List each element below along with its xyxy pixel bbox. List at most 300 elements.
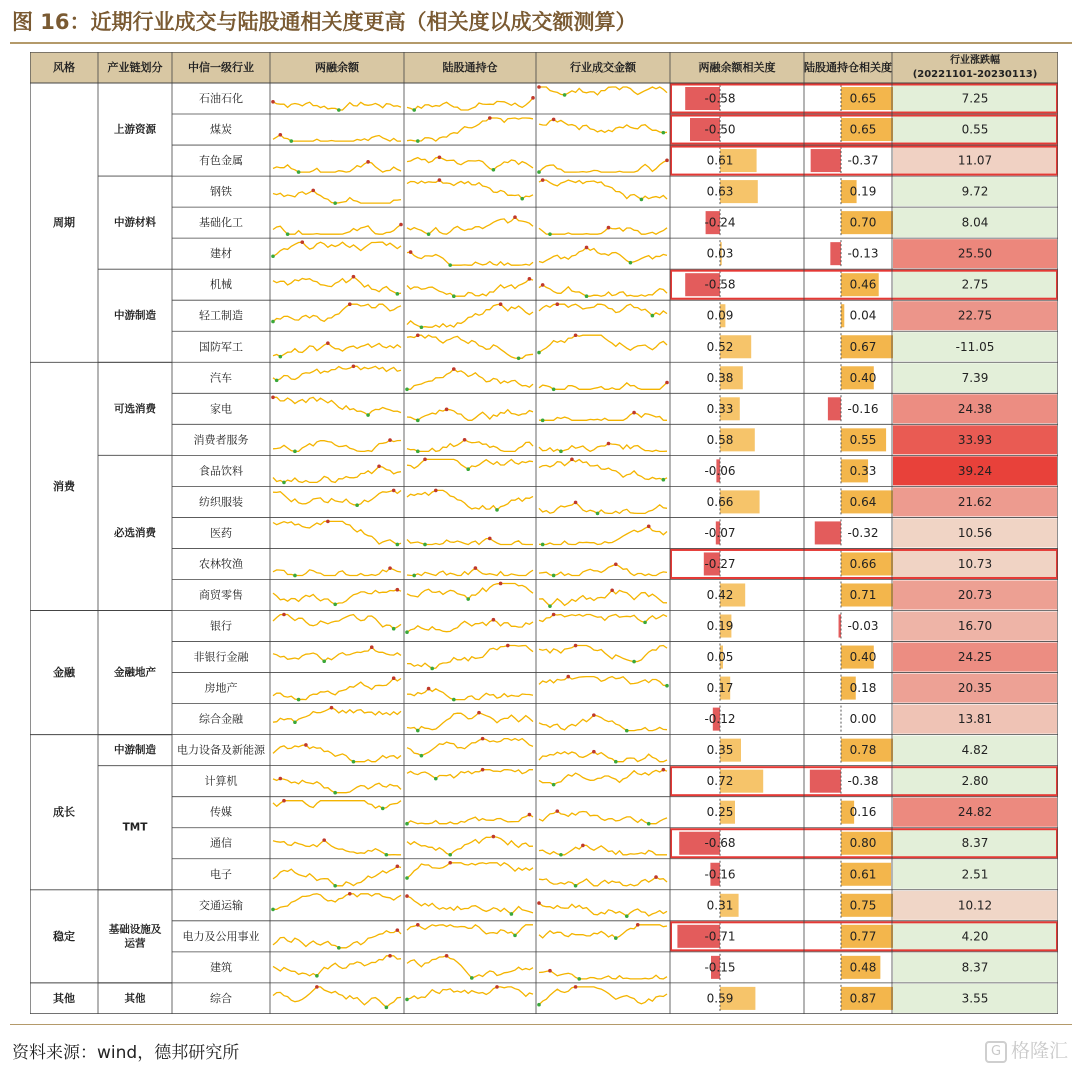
margin-balance-sparkline-low-dot [396,292,400,296]
margin-balance-sparkline [273,304,401,321]
column-header: 行业成交金额 [570,61,636,74]
margin-balance-sparkline [273,490,401,505]
change-value: 7.25 [961,91,989,106]
turnover-sparkline [539,119,667,132]
industry-label: 农林牧渔 [199,557,243,571]
hk-corr-value: 0.78 [849,743,877,758]
column-header: 陆股通持仓 [442,61,498,74]
industry-label: 石油石化 [199,92,243,106]
margin-corr-value: 0.17 [706,681,734,696]
turnover-sparkline [539,903,667,916]
margin-corr-value: 0.59 [706,991,734,1006]
margin-balance-sparkline-low-dot [366,413,370,417]
margin-balance-sparkline-low-dot [352,760,356,764]
hk-corr-value: 0.04 [849,308,877,323]
hk-corr-value: 0.65 [849,122,877,137]
turnover-sparkline [539,564,667,575]
margin-corr-value: 0.05 [706,650,734,665]
turnover-sparkline-low-dot [574,884,578,888]
turnover-sparkline-low-dot [614,936,618,940]
hk-holding-sparkline-low-dot [420,325,424,329]
turnover-sparkline-low-dot [559,853,563,857]
turnover-sparkline-low-dot [559,450,563,454]
hk-corr-value: 0.67 [849,339,877,354]
turnover-sparkline-low-dot [563,93,567,97]
industry-label: 钢铁 [210,185,232,199]
margin-balance-sparkline-high-dot [388,954,392,958]
hk-corr-value: 0.75 [849,898,877,913]
margin-balance-sparkline-low-dot [282,481,286,485]
turnover-sparkline-low-dot [548,604,552,608]
hk-holding-sparkline-high-dot [481,737,485,741]
margin-balance-sparkline [273,440,401,451]
change-value: 33.93 [957,432,993,447]
industry-label: 建材 [210,247,232,261]
change-value: 8.04 [961,215,989,230]
industry-label: 基础化工 [199,216,243,230]
hk-holding-sparkline [407,409,533,420]
margin-balance-sparkline-high-dot [315,985,319,989]
margin-balance-sparkline [273,615,401,629]
change-value: 39.24 [957,463,993,478]
hk-holding-sparkline [407,369,533,389]
margin-balance-sparkline-high-dot [352,364,356,368]
turnover-sparkline-high-dot [555,809,559,813]
change-value: 20.73 [957,587,993,602]
turnover-sparkline-low-dot [537,170,541,174]
margin-balance-sparkline-high-dot [348,302,352,306]
turnover-sparkline [539,987,667,1005]
turnover-sparkline [539,877,667,886]
margin-balance-sparkline-low-dot [293,450,297,454]
turnover-sparkline [539,502,667,513]
change-value: 13.81 [957,712,993,727]
turnover-sparkline [539,925,667,938]
chain-label: 金融地产 [114,666,156,679]
margin-corr-value: 0.33 [706,401,734,416]
change-value: 3.55 [961,991,989,1006]
hk-holding-sparkline-high-dot [506,644,510,648]
turnover-sparkline-low-dot [643,621,647,625]
margin-balance-sparkline-low-dot [279,355,283,359]
hk-corr-bar [810,770,841,793]
margin-corr-value: -0.58 [704,91,736,106]
margin-balance-sparkline-low-dot [289,139,293,143]
margin-corr-value: -0.68 [704,836,736,851]
margin-balance-sparkline-high-dot [348,892,352,896]
chain-label: 必选消费 [114,526,156,539]
margin-corr-value: -0.50 [704,122,736,137]
margin-corr-value: 0.63 [706,184,734,199]
turnover-sparkline-low-dot [552,388,556,392]
turnover-sparkline [539,285,667,296]
hk-holding-sparkline-low-dot [448,263,452,267]
change-value: 10.56 [957,525,993,540]
turnover-sparkline-high-dot [662,768,666,772]
margin-corr-value: -0.27 [704,556,736,571]
margin-balance-sparkline-high-dot [392,489,396,493]
margin-balance-sparkline-high-dot [271,396,275,400]
margin-corr-value: 0.61 [706,153,734,168]
turnover-sparkline [539,87,667,95]
margin-balance-sparkline-high-dot [370,645,374,649]
column-header: 两融余额 [315,61,359,74]
turnover-sparkline-low-dot [640,198,644,202]
turnover-sparkline-low-dot [537,351,541,355]
watermark-logo-icon: G [985,1041,1007,1063]
hk-holding-sparkline-low-dot [495,508,499,512]
turnover-sparkline-low-dot [548,232,552,236]
turnover-sparkline-low-dot [577,977,581,981]
margin-balance-sparkline [273,277,401,294]
industry-label: 综合 [210,991,232,1005]
margin-balance-sparkline [273,894,401,910]
turnover-sparkline-high-dot [665,159,669,163]
hk-holding-sparkline [407,815,533,824]
column-header: 风格 [53,61,75,74]
margin-balance-sparkline [273,162,401,172]
change-value: 2.80 [961,774,989,789]
hk-corr-value: -0.13 [847,246,879,261]
hk-holding-sparkline [407,896,533,914]
industry-label: 银行 [210,619,232,633]
margin-balance-sparkline-low-dot [385,1006,389,1010]
turnover-sparkline [539,304,667,315]
margin-corr-value: 0.03 [706,246,734,261]
margin-balance-sparkline-high-dot [396,588,400,592]
column-header: 行业涨跌幅 [950,55,1000,66]
hk-holding-sparkline-high-dot [438,178,442,182]
hk-holding-sparkline [407,956,533,978]
hk-holding-sparkline [407,180,533,199]
industry-label: 交通运输 [199,898,243,912]
hk-corr-value: 0.16 [849,805,877,820]
chain-label: 中游材料 [114,216,156,229]
industry-label: 商贸零售 [199,588,243,602]
hk-corr-value: 0.61 [849,867,877,882]
margin-balance-sparkline [273,930,401,948]
margin-balance-sparkline [273,840,401,855]
hk-holding-sparkline-high-dot [427,687,431,691]
hk-holding-sparkline-high-dot [531,96,535,100]
style-label: 其他 [53,991,75,1005]
margin-balance-sparkline [273,708,401,723]
change-value: 24.38 [957,401,993,416]
change-value: 16.70 [957,619,993,634]
hk-holding-sparkline-low-dot [420,754,424,758]
chain-label-cont: 运营 [124,937,146,950]
margin-balance-sparkline-high-dot [311,189,315,193]
industry-label: 汽车 [210,371,232,385]
turnover-sparkline [539,677,667,686]
turnover-sparkline-low-dot [541,543,545,547]
turnover-sparkline [539,526,667,544]
hk-corr-value: 0.65 [849,91,877,106]
industry-label: 食品饮料 [199,464,243,478]
turnover-sparkline-low-dot [632,660,636,664]
industry-label: 有色金属 [199,154,243,168]
margin-balance-sparkline-low-dot [385,853,389,857]
hk-holding-sparkline-high-dot [513,215,517,219]
margin-balance-sparkline-high-dot [326,520,330,524]
hk-holding-sparkline-high-dot [499,582,503,586]
watermark [985,1036,1068,1063]
hk-holding-sparkline [407,620,533,633]
hk-holding-sparkline-low-dot [448,853,452,857]
margin-corr-value: -0.07 [704,525,736,540]
margin-balance-sparkline [273,745,401,762]
hk-holding-sparkline [407,217,533,234]
hk-holding-sparkline-high-dot [423,458,427,462]
margin-corr-value: -0.16 [704,867,736,882]
style-label: 周期 [53,216,75,230]
hk-holding-sparkline-low-dot [513,934,517,938]
column-header: 陆股通持仓相关度 [804,61,892,74]
margin-corr-value: 0.52 [706,339,734,354]
margin-balance-sparkline-low-dot [333,884,337,888]
turnover-sparkline-high-dot [636,923,640,927]
hk-holding-sparkline-low-dot [452,294,456,298]
chain-label: 可选消费 [114,402,156,415]
chain-label: 上游资源 [114,123,156,136]
margin-balance-sparkline-high-dot [322,838,326,842]
turnover-sparkline-low-dot [665,684,669,688]
turnover-sparkline-low-dot [596,512,600,516]
hk-holding-sparkline-low-dot [430,667,434,671]
hk-holding-sparkline-low-dot [405,876,409,880]
turnover-sparkline [539,413,667,421]
correlation-table [30,52,1058,1014]
turnover-sparkline-high-dot [541,178,545,182]
hk-holding-sparkline-high-dot [488,116,492,120]
source-note: 资料来源：wind，德邦研究所 [12,1043,240,1063]
hk-holding-sparkline-low-dot [405,388,409,392]
margin-balance-sparkline-high-dot [396,865,400,869]
turnover-sparkline-high-dot [555,302,559,306]
margin-balance-sparkline-low-dot [392,627,396,631]
margin-balance-sparkline [273,590,401,605]
turnover-sparkline-high-dot [585,246,589,250]
chain-label: 基础设施及 [108,923,162,936]
turnover-sparkline [539,971,667,979]
change-value: 21.62 [957,494,993,509]
hk-corr-value: -0.32 [847,525,879,540]
hk-holding-sparkline-high-dot [405,894,409,898]
change-value: 24.82 [957,805,993,820]
hk-corr-bar [828,397,841,420]
hk-holding-sparkline-high-dot [448,861,452,865]
industry-label: 房地产 [204,681,238,695]
hk-corr-value: -0.16 [847,401,879,416]
hk-corr-value: 0.87 [849,991,877,1006]
change-value: 0.55 [961,122,989,137]
industry-label: 电力设备及新能源 [177,743,265,757]
turnover-sparkline-low-dot [585,294,589,298]
hk-corr-value: 0.77 [849,929,877,944]
hk-corr-value: 0.46 [849,277,877,292]
style-label: 消费 [53,479,75,493]
turnover-sparkline [539,180,667,199]
hk-holding-sparkline-low-dot [416,419,420,423]
margin-corr-value: 0.58 [706,432,734,447]
change-value: 2.75 [961,277,989,292]
margin-balance-sparkline-low-dot [396,543,400,547]
margin-balance-sparkline-low-dot [337,108,341,112]
industry-label: 机械 [210,278,232,292]
hk-holding-sparkline-low-dot [405,998,409,1002]
table-svg [30,52,1058,1014]
turnover-sparkline [539,335,667,352]
footer-rule [10,1024,1072,1025]
margin-balance-sparkline-high-dot [326,341,330,345]
change-value: 22.75 [957,308,993,323]
margin-balance-sparkline-low-dot [322,659,326,663]
industry-label: 综合金融 [199,712,243,726]
hk-holding-sparkline-high-dot [528,277,532,281]
hk-holding-sparkline-low-dot [452,698,456,702]
hk-holding-sparkline-low-dot [412,108,416,112]
turnover-sparkline [539,615,667,623]
hk-holding-sparkline [407,335,533,358]
hk-holding-sparkline [407,584,533,600]
hk-corr-bar [830,242,841,265]
margin-balance-sparkline-high-dot [399,223,403,227]
hk-corr-value: -0.03 [847,619,879,634]
turnover-sparkline-high-dot [647,525,651,529]
turnover-sparkline-high-dot [632,411,636,415]
margin-corr-value: 0.66 [706,494,734,509]
industry-label: 电力及公用事业 [182,929,260,943]
hk-corr-value: 0.70 [849,215,877,230]
turnover-sparkline-low-dot [552,574,556,578]
title-rule [10,42,1072,44]
turnover-sparkline-low-dot [625,914,629,918]
hk-holding-sparkline-high-dot [463,438,467,442]
turnover-sparkline-high-dot [552,118,556,122]
hk-corr-value: 0.55 [849,432,877,447]
turnover-sparkline-low-dot [552,783,556,787]
turnover-sparkline-high-dot [574,644,578,648]
hk-holding-sparkline-low-dot [427,232,431,236]
hk-holding-sparkline-low-dot [416,450,420,454]
margin-corr-value: 0.19 [706,619,734,634]
hk-corr-value: 0.40 [849,370,877,385]
turnover-sparkline [539,752,667,762]
margin-balance-sparkline [273,366,401,380]
margin-balance-sparkline-high-dot [388,566,392,570]
margin-corr-value: 0.38 [706,370,734,385]
margin-balance-sparkline [273,190,401,203]
margin-balance-sparkline [273,521,401,544]
change-value: 4.82 [961,743,989,758]
change-value: 11.07 [957,153,993,168]
change-value: 7.39 [961,370,989,385]
column-header-sub: (20221101-20230113) [912,69,1038,80]
turnover-sparkline-low-dot [662,131,666,135]
margin-balance-sparkline [273,779,401,793]
turnover-sparkline-low-dot [625,729,629,733]
industry-label: 非银行金融 [193,650,249,664]
hk-holding-sparkline [407,837,533,855]
margin-balance-sparkline-high-dot [271,100,275,104]
industry-label: 国防军工 [199,340,243,354]
turnover-sparkline-high-dot [537,901,541,905]
hk-corr-value: 0.80 [849,836,877,851]
chain-label: TMT [122,821,148,834]
turnover-sparkline [539,770,667,785]
hk-holding-sparkline-low-dot [412,574,416,578]
turnover-sparkline-high-dot [574,501,578,505]
hk-corr-value: 0.48 [849,960,877,975]
turnover-sparkline [539,383,667,390]
margin-balance-sparkline-high-dot [392,676,396,680]
turnover-sparkline-low-dot [537,1003,541,1007]
turnover-sparkline [539,228,667,235]
hk-corr-value: 0.40 [849,650,877,665]
hk-holding-sparkline-high-dot [445,954,449,958]
margin-balance-sparkline [273,568,401,575]
margin-balance-sparkline-low-dot [333,201,337,205]
hk-holding-sparkline-high-dot [474,566,478,570]
hk-holding-sparkline-high-dot [528,813,532,817]
industry-label: 计算机 [204,774,238,788]
turnover-sparkline-high-dot [592,713,596,717]
hk-holding-sparkline [407,713,533,731]
change-value: 8.37 [961,836,989,851]
hk-holding-sparkline-high-dot [409,250,413,254]
change-value: 2.51 [961,867,989,882]
turnover-sparkline-high-dot [537,85,541,89]
turnover-sparkline [539,247,667,262]
hk-holding-sparkline [407,304,533,327]
turnover-sparkline-high-dot [607,442,611,446]
hk-holding-sparkline-low-dot [405,822,409,826]
margin-balance-sparkline-low-dot [333,791,337,795]
turnover-sparkline-high-dot [548,969,552,973]
hk-holding-sparkline [407,987,533,1000]
hk-corr-value: 0.66 [849,556,877,571]
margin-corr-value: 0.35 [706,743,734,758]
margin-balance-sparkline-low-dot [271,254,275,258]
margin-balance-sparkline-low-dot [271,320,275,324]
hk-holding-sparkline-low-dot [416,139,420,143]
turnover-sparkline-high-dot [566,675,570,679]
turnover-sparkline-high-dot [552,613,556,617]
turnover-sparkline [539,715,667,731]
margin-corr-value: 0.25 [706,805,734,820]
margin-balance-sparkline-high-dot [279,133,283,137]
margin-balance-sparkline [273,242,401,256]
turnover-sparkline-high-dot [610,588,614,592]
margin-balance-sparkline [273,647,401,661]
turnover-sparkline [539,444,667,452]
industry-label: 电子 [210,867,232,881]
column-header: 两融余额相关度 [698,61,776,74]
margin-balance-sparkline [273,987,401,1007]
hk-holding-sparkline-high-dot [492,618,496,622]
margin-balance-sparkline-low-dot [355,503,359,507]
margin-balance-sparkline-low-dot [271,908,275,912]
turnover-sparkline-high-dot [665,381,669,385]
hk-holding-sparkline-low-dot [423,543,427,547]
hk-corr-bar [815,521,841,544]
margin-balance-sparkline [273,225,401,235]
margin-balance-sparkline-low-dot [315,974,319,978]
margin-balance-sparkline-low-dot [286,232,290,236]
turnover-sparkline-low-dot [541,419,545,423]
margin-corr-value: -0.71 [704,929,736,944]
change-value: 9.72 [961,184,989,199]
